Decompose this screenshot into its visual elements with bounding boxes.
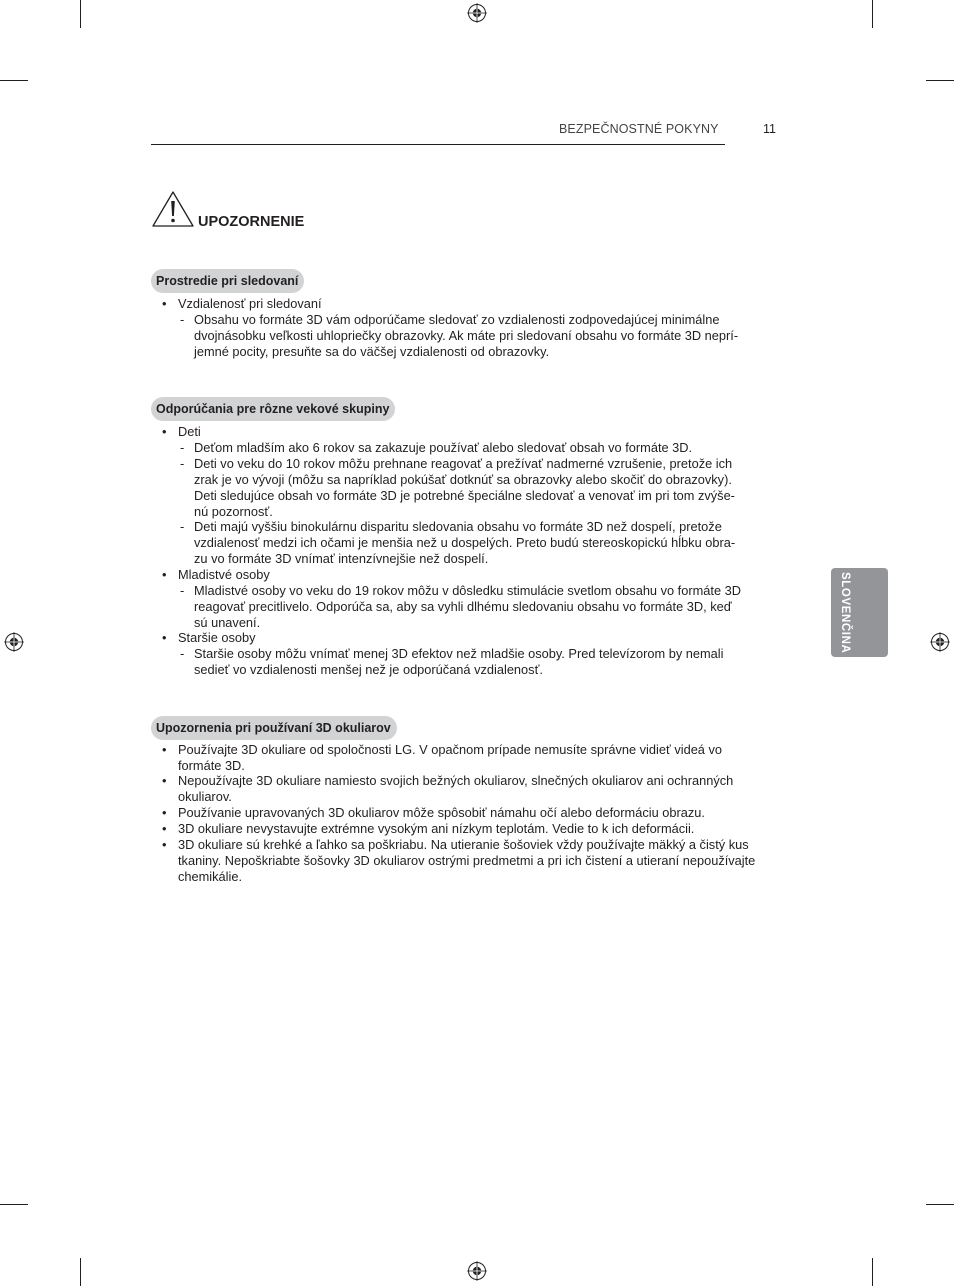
bullet-item-line: 3D okuliare sú krehké a ľahko sa poškriabu. Na utieranie šošoviek vždy používajte mäkký a čistý kus [178,837,749,852]
crop-mark-top-right-horizontal [926,80,954,81]
crop-mark-bottom-left-horizontal [0,1204,28,1205]
sub-item-line: Deti vo veku do 10 rokov môžu prehnane reagovať a prežívať nadmerné vzrušenie, pretože ich [194,456,733,471]
dash-mark: - [180,583,185,598]
language-side-tab [831,568,888,657]
registration-mark-top-icon [467,3,487,23]
crop-mark-top-left-horizontal [0,80,28,81]
crop-mark-top-right-vertical [872,0,873,28]
bullet-mark: • [162,567,167,582]
sub-item-line: Obsahu vo formáte 3D vám odporúčame sledovať zo vzdialenosti zodpovedajúcej minimálne [194,312,720,327]
sub-item-line: dvojnásobku veľkosti uhlopriečky obrazovky. Ak máte pri sledovaní obsahu vo formáte 3D neprí- [194,328,739,343]
dash-mark: - [180,646,185,661]
bullet-item-line: 3D okuliare nevystavujte extrémne vysokým ani nízkym teplotám. Vedie to k ich deformácii. [178,821,695,836]
dash-mark: - [180,312,185,327]
crop-mark-bottom-right-horizontal [926,1204,954,1205]
sub-item-line: reagovať precitlivelo. Odporúča sa, aby sa vyhli dlhému sledovaniu obsahu vo formáte 3D, keď [194,599,732,614]
section-heading-viewing-environment: Prostredie pri sledovaní [151,269,304,293]
registration-mark-bottom-icon [467,1261,487,1281]
warning-triangle-icon [151,190,195,228]
sub-item-line: jemné pocity, presuňte sa do väčšej vzdialenosti od obrazovky. [194,344,550,359]
page-number: 11 [763,122,776,136]
section-heading-age-groups: Odporúčania pre rôzne vekové skupiny [151,397,395,421]
sub-item-line: nú pozornosť. [194,504,273,519]
running-header-title: BEZPEČNOSTNÉ POKYNY [559,122,719,136]
bullet-item-line: okuliarov. [178,789,232,804]
bullet-mark: • [162,296,167,311]
bullet-item-line: formáte 3D. [178,758,245,773]
crop-mark-bottom-left-vertical [80,1258,81,1286]
sub-item-line: zu vo formáte 3D vnímať intenzívnejšie než dospelí. [194,551,489,566]
sub-item-line: Deti sledujúce obsah vo formáte 3D je potrebné špeciálne sledovať a venovať im pri tom zvýše- [194,488,735,503]
bullet-item: Mladistvé osoby [178,567,270,582]
bullet-item-line: chemikálie. [178,869,243,884]
sub-item-line: Mladistvé osoby vo veku do 19 rokov môžu v dôsledku stimulácie svetlom obsahu vo formáte 3D [194,583,741,598]
dash-mark: - [180,519,185,534]
section-heading-3d-glasses: Upozornenia pri používaní 3D okuliarov [151,716,397,740]
bullet-mark: • [162,805,167,820]
sub-item-line: sú unavení. [194,615,261,630]
bullet-item: Staršie osoby [178,630,256,645]
crop-mark-top-left-vertical [80,0,81,28]
bullet-item-line: Nepoužívajte 3D okuliare namiesto svojich bežných okuliarov, slnečných okuliarov ani ochranných [178,773,734,788]
registration-mark-left-icon [4,632,24,652]
sub-item-line: Deťom mladším ako 6 rokov sa zakazuje používať alebo sledovať obsah vo formáte 3D. [194,440,693,455]
bullet-item-line: Používanie upravovaných 3D okuliarov môže spôsobiť námahu očí alebo deformáciu obrazu. [178,805,705,820]
warning-title: UPOZORNENIE [198,214,305,230]
bullet-mark: • [162,424,167,439]
registration-mark-right-icon [930,632,950,652]
header-rule [151,144,725,145]
sub-item-line: vzdialenosť medzi ich očami je menšia než u dospelých. Preto budú stereoskopickú hĺbku obra- [194,535,736,550]
bullet-item-line: tkaniny. Nepoškriabte šošovky 3D okuliarov ostrými predmetmi a pri ich čistení a utieraní nepoužívajte [178,853,756,868]
dash-mark: - [180,440,185,455]
crop-mark-bottom-right-vertical [872,1258,873,1286]
bullet-mark: • [162,821,167,836]
bullet-item: Vzdialenosť pri sledovaní [178,296,322,311]
bullet-mark: • [162,742,167,757]
language-side-tab-label: SLOVENČINA [839,572,851,654]
sub-item-line: Deti majú vyššiu binokulárnu disparitu sledovania obsahu vo formáte 3D než dospelí, pretože [194,519,722,534]
bullet-mark: • [162,773,167,788]
dash-mark: - [180,456,185,471]
sub-item-line: Staršie osoby môžu vnímať menej 3D efektov než mladšie osoby. Pred televízorom by nemali [194,646,724,661]
bullet-mark: • [162,837,167,852]
bullet-item-line: Používajte 3D okuliare od spoločnosti LG. V opačnom prípade nemusíte správne vidieť videá vo [178,742,722,757]
sub-item-line: sedieť vo vzdialenosti menšej než je odporúčaná vzdialenosť. [194,662,543,677]
bullet-item: Deti [178,424,201,439]
sub-item-line: zrak je vo vývoji (môžu sa napríklad pokúšať dotknúť sa obrazovky alebo skočiť do obrazovky). [194,472,732,487]
bullet-mark: • [162,630,167,645]
